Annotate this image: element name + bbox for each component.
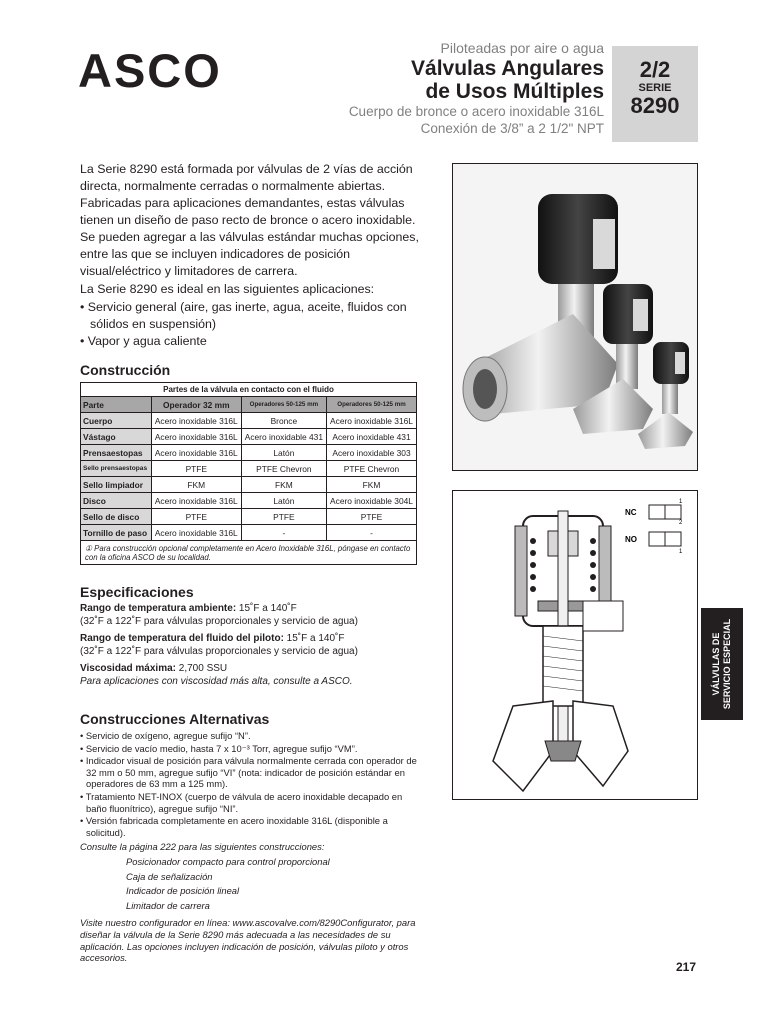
table-cell: Acero inoxidable 316L	[326, 413, 416, 429]
alternatives-list	[80, 730, 420, 838]
table-cell: -	[326, 525, 416, 541]
table-header-cell: Operador 32 mm	[151, 397, 241, 413]
table-cell: -	[241, 525, 326, 541]
applications-list	[80, 299, 428, 350]
table-cell: PTFE	[241, 509, 326, 525]
header-title-line1: Válvulas Angulares	[411, 57, 604, 80]
table-cell: Acero inoxidable 316L	[151, 445, 241, 461]
table-row	[81, 493, 417, 509]
header-title-line2: de Usos Múltiples	[425, 80, 604, 103]
table-cell: Sello prensaestopas	[81, 461, 152, 477]
table-header-cell: Operadores 50-125 mm	[241, 397, 326, 413]
table-row	[81, 477, 417, 493]
spec-viscosity-label: Viscosidad máxima:	[80, 663, 176, 674]
spec-ambient	[80, 602, 420, 628]
table-cell: PTFE	[326, 509, 416, 525]
spec-viscosity-note: Para aplicaciones con viscosidad más alta, consulte a ASCO.	[80, 676, 353, 687]
table-cell: Acero inoxidable 316L	[151, 413, 241, 429]
table-cell: Latón	[241, 445, 326, 461]
sub-item: Limitador de carrera	[126, 899, 210, 911]
spec-viscosity-value: 2,700 SSU	[175, 663, 228, 674]
intro-paragraph: La Serie 8290 está formada por válvulas de 2 vías de acción directa, normalmente cerradas o normalmente abiertas. Fabricadas para aplicaciones demandantes, estas válvulas tienen un diseño de paso recto de bronce o acero inoxidable. Se pueden agregar a las válvulas estándar muchas opciones, entre las que se incluyen indicadores de posición visual/eléctrico y limitadores de carrera.	[80, 162, 419, 278]
construction-heading: Construcción	[80, 362, 171, 378]
table-cell: Latón	[241, 493, 326, 509]
table-cell: Bronce	[241, 413, 326, 429]
spec-pilot	[80, 632, 420, 658]
table-cell: Acero inoxidable 304L	[326, 493, 416, 509]
header-subtitle-connection: Conexión de 3/8” a 2 1/2" NPT	[420, 121, 604, 136]
port-label: 1	[679, 549, 683, 555]
table-cell: Disco	[81, 493, 152, 509]
table-cell: PTFE	[151, 461, 241, 477]
list-item: • Indicador visual de posición para válvula normalmente cerrada con operador de 32 mm o 50 mm, agregue sufijo “VI” (nota: indicador de posición estándar en operadores de 63 mm a 125 mm).	[80, 755, 417, 790]
specs-heading: Especificaciones	[80, 584, 194, 600]
table-cell: Acero inoxidable 431	[326, 429, 416, 445]
intro-section	[80, 161, 428, 350]
spec-ambient-label: Rango de temperatura ambiente:	[80, 603, 237, 614]
table-cell: PTFE Chevron	[241, 461, 326, 477]
table-cell: FKM	[326, 477, 416, 493]
table-footnote: ① Para construcción opcional completamente en Acero Inoxidable 316L, póngase en contacto con la oficina ASCO de su localidad.	[81, 541, 417, 565]
list-item: • Servicio general (aire, gas inerte, agua, aceite, fluidos con sólidos en suspensión)	[80, 300, 407, 331]
spec-pilot-label: Rango de temperatura del fluido del piloto:	[80, 633, 284, 644]
header-subtitle-body: Cuerpo de bronce o acero inoxidable 316L	[348, 104, 604, 119]
table-cell: PTFE Chevron	[326, 461, 416, 477]
sub-item: Caja de señalización	[126, 870, 213, 882]
no-label: NO	[625, 535, 637, 544]
construction-table	[80, 382, 417, 565]
table-cell: Acero inoxidable 316L	[151, 429, 241, 445]
side-tab-line2: SERVICIO ESPECIAL	[722, 618, 732, 710]
table-cell: Tornillo de paso	[81, 525, 152, 541]
table-row	[81, 429, 417, 445]
nc-label: NC	[625, 508, 637, 517]
header-block	[349, 40, 604, 137]
table-row	[81, 509, 417, 525]
table-cell: Acero inoxidable 316L	[151, 525, 241, 541]
series-number: 8290	[630, 93, 680, 118]
side-tab-line1: VÁLVULAS DE	[711, 632, 721, 696]
port-label: 2	[679, 520, 683, 526]
series-box	[612, 46, 698, 142]
spec-pilot-note: (32˚F a 122˚F para válvulas proporcionales y servicio de agua)	[80, 646, 358, 657]
cutaway-diagram	[452, 490, 698, 800]
list-item: • Tratamiento NET-INOX (cuerpo de válvula de acero inoxidable decapado en baño fluonítrico), agregue sufijo “NI”.	[80, 790, 403, 814]
asco-logo-text: ASCO	[78, 46, 222, 94]
alternatives-section	[80, 730, 420, 964]
table-row	[81, 461, 417, 477]
table-cell: Vástago	[81, 429, 152, 445]
specs-section	[80, 602, 420, 692]
series-label: SERIE	[638, 82, 672, 94]
table-cell: Sello limpiador	[81, 477, 152, 493]
list-item: • Vapor y agua caliente	[80, 334, 207, 348]
table-cell: FKM	[151, 477, 241, 493]
port-label: 1	[679, 499, 683, 505]
page-number: 217	[676, 960, 697, 974]
asco-logo-mark	[78, 46, 228, 94]
spec-ambient-value: 15˚F a 140˚F	[236, 603, 297, 614]
table-caption: Partes de la válvula en contacto con el fluido	[81, 383, 417, 397]
section-side-tab	[701, 608, 743, 720]
spec-pilot-value: 15˚F a 140˚F	[283, 633, 345, 644]
table-header-cell: Parte	[81, 397, 152, 413]
table-cell: Cuerpo	[81, 413, 152, 429]
table-row	[81, 445, 417, 461]
header-subtitle-top: Piloteadas por aire o agua	[440, 40, 604, 56]
valve-photo-illustration	[453, 164, 698, 471]
sub-item: Indicador de posición lineal	[126, 885, 240, 897]
asco-logo	[78, 46, 228, 94]
table-cell: FKM	[241, 477, 326, 493]
table-row	[81, 413, 417, 429]
list-item: • Versión fabricada completamente en acero inoxidable 316L (disponible a solicitud).	[80, 815, 388, 838]
table-header-cell: Operadores 50-125 mm	[326, 397, 416, 413]
table-row	[81, 525, 417, 541]
alternatives-heading: Construcciones Alternativas	[80, 711, 270, 727]
product-photo	[452, 163, 698, 471]
table-cell: Prensaestopas	[81, 445, 152, 461]
side-tab-label	[711, 619, 733, 709]
table-cell: Acero inoxidable 431	[241, 429, 326, 445]
list-item: • Servicio de oxígeno, agregue sufijo “N”.	[80, 730, 251, 741]
table-cell: Sello de disco	[81, 509, 152, 525]
table-cell: Acero inoxidable 316L	[151, 493, 241, 509]
table-cell: Acero inoxidable 303	[326, 445, 416, 461]
sub-item: Posicionador compacto para control proporcional	[126, 855, 330, 867]
spec-ambient-note: (32˚F a 122˚F para válvulas proporcionales y servicio de agua)	[80, 616, 358, 627]
consult-note: Consulte la página 222 para las siguientes construcciones:	[80, 841, 325, 853]
configurator-note: Visite nuestro configurador en línea: www.ascovalve.com/8290Configurator, para diseñar la válvula de la Serie 8290 más adecuada a las necesidades de su aplicación. Las opciones incluyen indicación de posición, válvulas piloto y otros accesorios.	[80, 917, 416, 964]
list-item: • Servicio de vacío medio, hasta 7 x 10⁻³ Torr, agregue sufijo “VM”.	[80, 742, 358, 754]
valve-cutaway-illustration	[453, 491, 698, 800]
series-ways: 2/2	[639, 57, 671, 82]
spec-viscosity	[80, 662, 420, 688]
table-cell: PTFE	[151, 509, 241, 525]
intro-applications: La Serie 8290 es ideal en las siguientes aplicaciones:	[80, 282, 375, 296]
